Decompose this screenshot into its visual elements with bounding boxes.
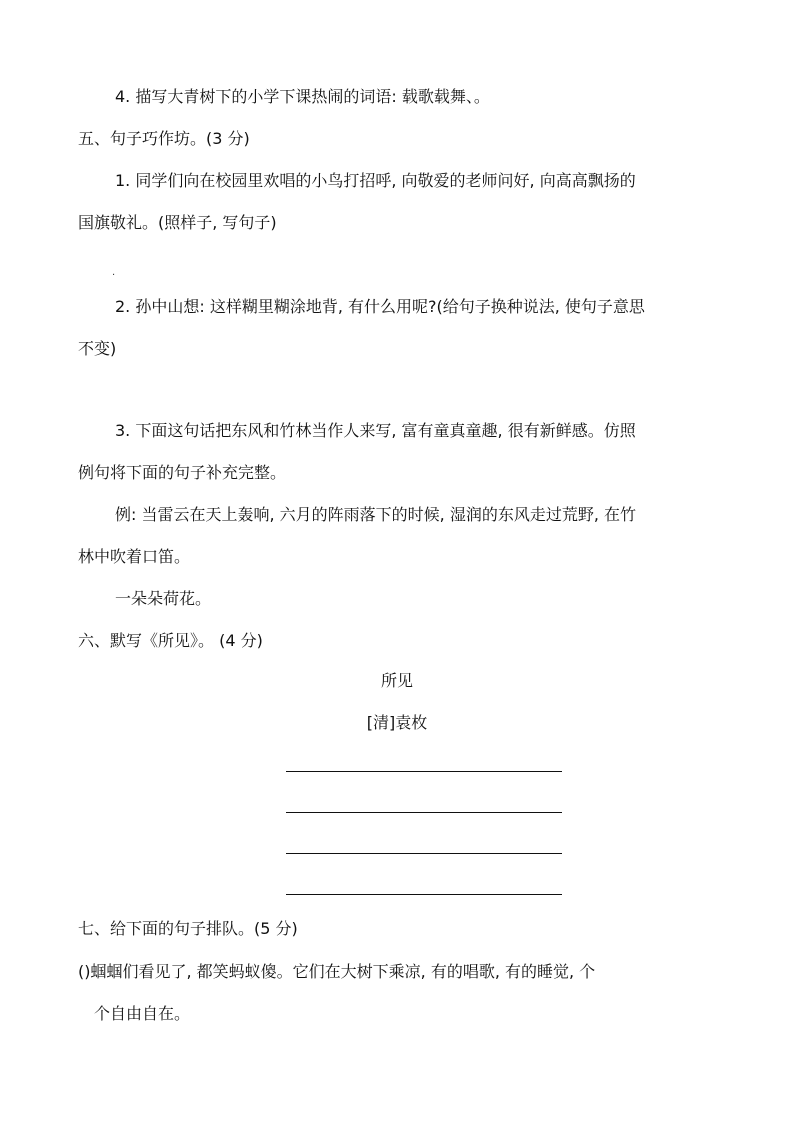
s5-question-1-line-1: 1. 同学们向在校园里欢唱的小鸟打招呼, 向敬爱的老师问好, 向高高飘扬的 [115,171,636,190]
s5-question-2-line-1: 2. 孙中山想: 这样糊里糊涂地背, 有什么用呢?(给句子换种说法, 使句子意思 [115,297,645,316]
section-6-title: 六、默写《所见》。 (4 分) [78,631,263,650]
example-line-1: 例: 当雷云在天上轰响, 六月的阵雨落下的时候, 湿润的东风走过荒野, 在竹 [115,505,636,524]
poem-answer-line-4[interactable] [286,894,562,895]
answer-mark: . [112,267,116,278]
section-7-title: 七、给下面的句子排队。(5 分) [78,919,298,938]
poem-title: 所见 [380,671,413,690]
s7-item-1-line-1: ()蝈蝈们看见了, 都笑蚂蚁傻。它们在大树下乘凉, 有的唱歌, 有的睡觉, 个 [78,962,596,981]
poem-answer-line-1[interactable] [286,771,562,772]
example-line-2: 林中吹着口笛。 [78,547,191,566]
s5-question-3-line-1: 3. 下面这句话把东风和竹林当作人来写, 富有童真童趣, 很有新鲜感。仿照 [115,421,636,440]
s5-question-3-line-2: 例句将下面的句子补充完整。 [78,463,287,482]
s5-question-2-line-2: 不变) [78,339,117,358]
poem-answer-line-3[interactable] [286,853,562,854]
section-5-title: 五、句子巧作坊。(3 分) [78,129,250,148]
poem-answer-line-2[interactable] [286,812,562,813]
poem-author: [清]袁枚 [366,713,428,732]
fill-prompt: 一朵朵荷花。 [115,589,212,608]
s7-item-1-line-2: 个自由自在。 [94,1004,191,1023]
question-4-4: 4. 描写大青树下的小学下课热闹的词语: 载歌载舞、。 [115,87,490,106]
s5-question-1-line-2: 国旗敬礼。(照样子, 写句子) [78,213,277,232]
